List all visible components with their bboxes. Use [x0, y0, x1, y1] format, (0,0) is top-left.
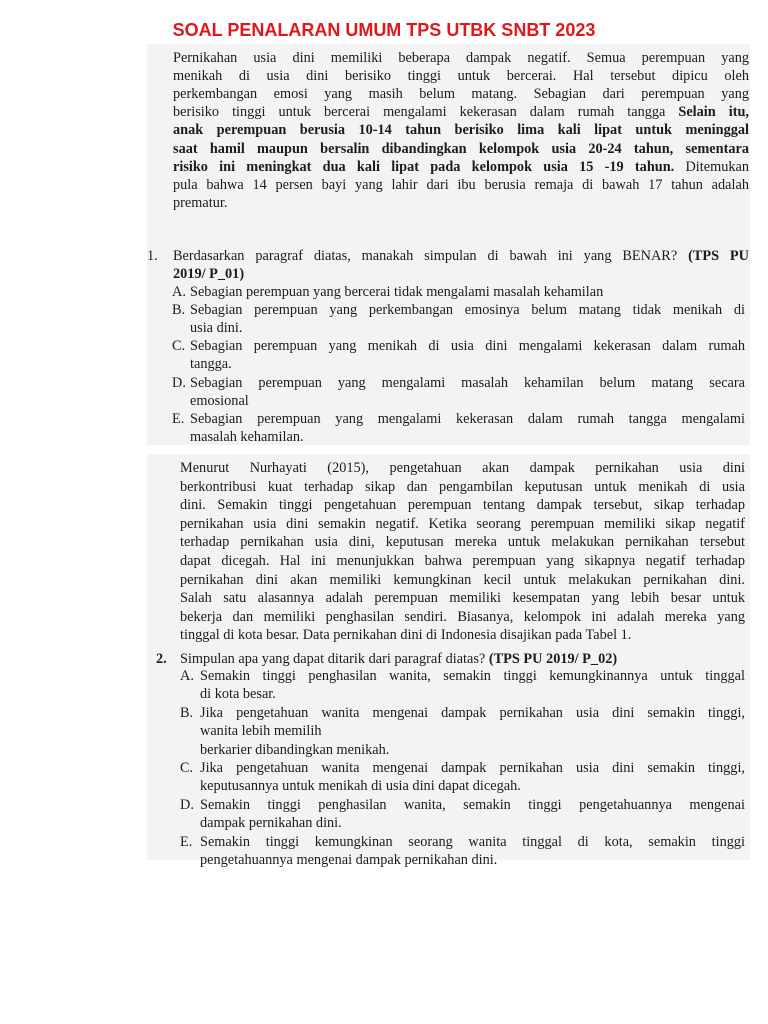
passage-2-line: tinggal di kota besar. Data pernikahan dini di Indonesia disajikan pada Tabel 1.	[180, 627, 632, 644]
passage-1-line	[173, 140, 749, 158]
question-2-stem	[180, 650, 617, 668]
question-1-option-letter: D.	[172, 374, 186, 391]
question-2-option-line: wanita lebih memilih	[200, 723, 322, 740]
question-1-option-line: Sebagian perempuan yang mengalami masalah kehamilan belum matang secara	[190, 374, 745, 391]
question-1-option-line: Sebagian perempuan yang menikah di usia dini mengalami kekerasan dalam rumah	[190, 338, 745, 355]
question-2-option-letter: E.	[180, 833, 193, 850]
text-segment: Ditemukan	[674, 158, 749, 175]
passage-1-line	[173, 158, 749, 176]
passage-1-line	[173, 67, 749, 85]
passage-2-line: pernikahan dini akan memiliki kemungkinan kecil untuk melakukan pernikahan dini.	[180, 571, 745, 588]
bold-phrase: anak perempuan berusia 10-14 tahun berisiko lima kali lipat untuk meninggal	[173, 122, 749, 139]
passage-2-line: berkontribusi kuat terhadap sikap dan pengambilan keputusan untuk menikah di usia	[180, 478, 745, 495]
passage-1-line	[173, 121, 749, 139]
question-2-option-letter: B.	[180, 704, 194, 721]
question-stem-text: Berdasarkan paragraf diatas, manakah simpulan di bawah ini yang BENAR?	[173, 248, 689, 264]
passage-2-line: Salah satu alasannya adalah perempuan memiliki kesempatan yang lebih besar untuk	[180, 590, 745, 607]
question-1-code: 2019/ P_01)	[173, 266, 245, 282]
question-2-option-line: dampak pernikahan dini.	[200, 815, 342, 832]
passage-2-line: pernikahan usia dini semakin negatif. Ketika seorang perempuan memiliki sikap negatif	[180, 515, 745, 532]
text-segment: prematur.	[173, 194, 228, 211]
text-segment: pula bahwa 14 persen bayi yang lahir dari ibu berusia remaja di bawah 17 tahun adalah	[173, 176, 749, 193]
question-stem-text: Simpulan apa yang dapat ditarik dari paragraf diatas?	[180, 651, 489, 667]
bold-phrase: Selain itu,	[678, 104, 749, 121]
question-2-option-line: Semakin tinggi penghasilan wanita, semakin tinggi pengetahuannya mengenai	[200, 796, 745, 813]
passage-1-line	[173, 194, 227, 212]
question-2-option-letter: D.	[180, 796, 194, 813]
question-2-option-line: di kota besar.	[200, 686, 276, 703]
question-1-option-line: usia dini.	[190, 320, 243, 337]
passage-2-line: bekerja dan memiliki penghasilan sendiri. Biasanya, kelompok ini adalah mereka yang	[180, 608, 745, 625]
text-segment: menikah di usia dini berisiko tinggi untuk bercerai. Hal tersebut dipicu oleh	[173, 68, 749, 85]
question-2-option-letter: A.	[180, 668, 194, 684]
question-1-option-line: tangga.	[190, 356, 232, 373]
question-2-option-line: keputusannya untuk menikah di usia dini dapat dicegah.	[200, 778, 521, 795]
question-1-option-letter: C.	[172, 338, 186, 355]
question-2-number: 2.	[156, 651, 167, 667]
passage-1-line	[173, 49, 749, 67]
question-1-option-line: Sebagian perempuan yang mengalami kekerasan dalam rumah tangga mengalami	[190, 410, 745, 427]
passage-2-line: dapat dicegah. Hal ini menunjukkan bahwa perempuan yang sikapnya negatif terhadap	[180, 553, 745, 569]
text-segment: perkembangan emosi yang masih belum matang. Sebagian dari perempuan yang	[173, 86, 749, 103]
question-2-option-letter: C.	[180, 760, 194, 776]
text-segment: berisiko tinggi untuk bercerai mengalami kekerasan dalam rumah tangga	[173, 104, 679, 121]
question-2-option-line: pengetahuannya mengenai dampak pernikahan dini.	[200, 852, 498, 868]
bold-phrase: saat hamil maupun bersalin dibandingkan kelompok usia 20-24 tahun, sementara	[173, 140, 749, 157]
question-1-option-line: masalah kehamilan.	[190, 428, 304, 445]
text-segment: Pernikahan usia dini memiliki beberapa dampak negatif. Semua perempuan yang	[173, 50, 749, 66]
passage-2-line: terhadap pernikahan usia dini, keputusan mereka untuk melakukan pernikahan tersebut	[180, 534, 745, 551]
passage-1-line	[173, 176, 749, 194]
question-1-option-line: Sebagian perempuan yang bercerai tidak mengalami masalah kehamilan	[190, 284, 604, 300]
question-2-option-line: Semakin tinggi kemungkinan seorang wanita tinggal di kota, semakin tinggi	[200, 833, 745, 850]
passage-1-line	[173, 103, 749, 121]
question-1-number: 1.	[147, 248, 158, 264]
question-2-option-line: berkarier dibandingkan menikah.	[200, 741, 390, 758]
question-1-option-letter: B.	[172, 302, 186, 319]
question-1-stem	[173, 247, 749, 265]
passage-2-line: dini. Semakin tinggi pengetahuan perempuan tentang dampak tersebut, sikap terhadap	[180, 497, 745, 514]
bold-phrase: risiko ini meningkat dua kali lipat pada kelompok usia 15 -19 tahun.	[173, 158, 675, 175]
question-1-option-line: Sebagian perempuan yang perkembangan emosinya belum matang tidak menikah di	[190, 302, 745, 319]
question-2-option-line: Semakin tinggi penghasilan wanita, semakin tinggi kemungkinannya untuk tinggal	[200, 668, 745, 684]
question-1-option-line: emosional	[190, 392, 249, 409]
page-title: SOAL PENALARAN UMUM TPS UTBK SNBT 2023	[172, 20, 596, 40]
passage-2-line: Menurut Nurhayati (2015), pengetahuan akan dampak pernikahan usia dini	[180, 460, 745, 476]
question-1-option-letter: E.	[172, 410, 185, 427]
question-code: (TPS PU	[688, 248, 749, 264]
question-1-option-letter: A.	[172, 284, 186, 300]
question-2-option-line: Jika pengetahuan wanita mengenai dampak pernikahan usia dini semakin tinggi,	[200, 760, 745, 776]
question-2-option-line: Jika pengetahuan wanita mengenai dampak pernikahan usia dini semakin tinggi,	[200, 704, 745, 721]
question-code: (TPS PU 2019/ P_02)	[488, 651, 618, 667]
passage-1-line	[173, 85, 749, 103]
